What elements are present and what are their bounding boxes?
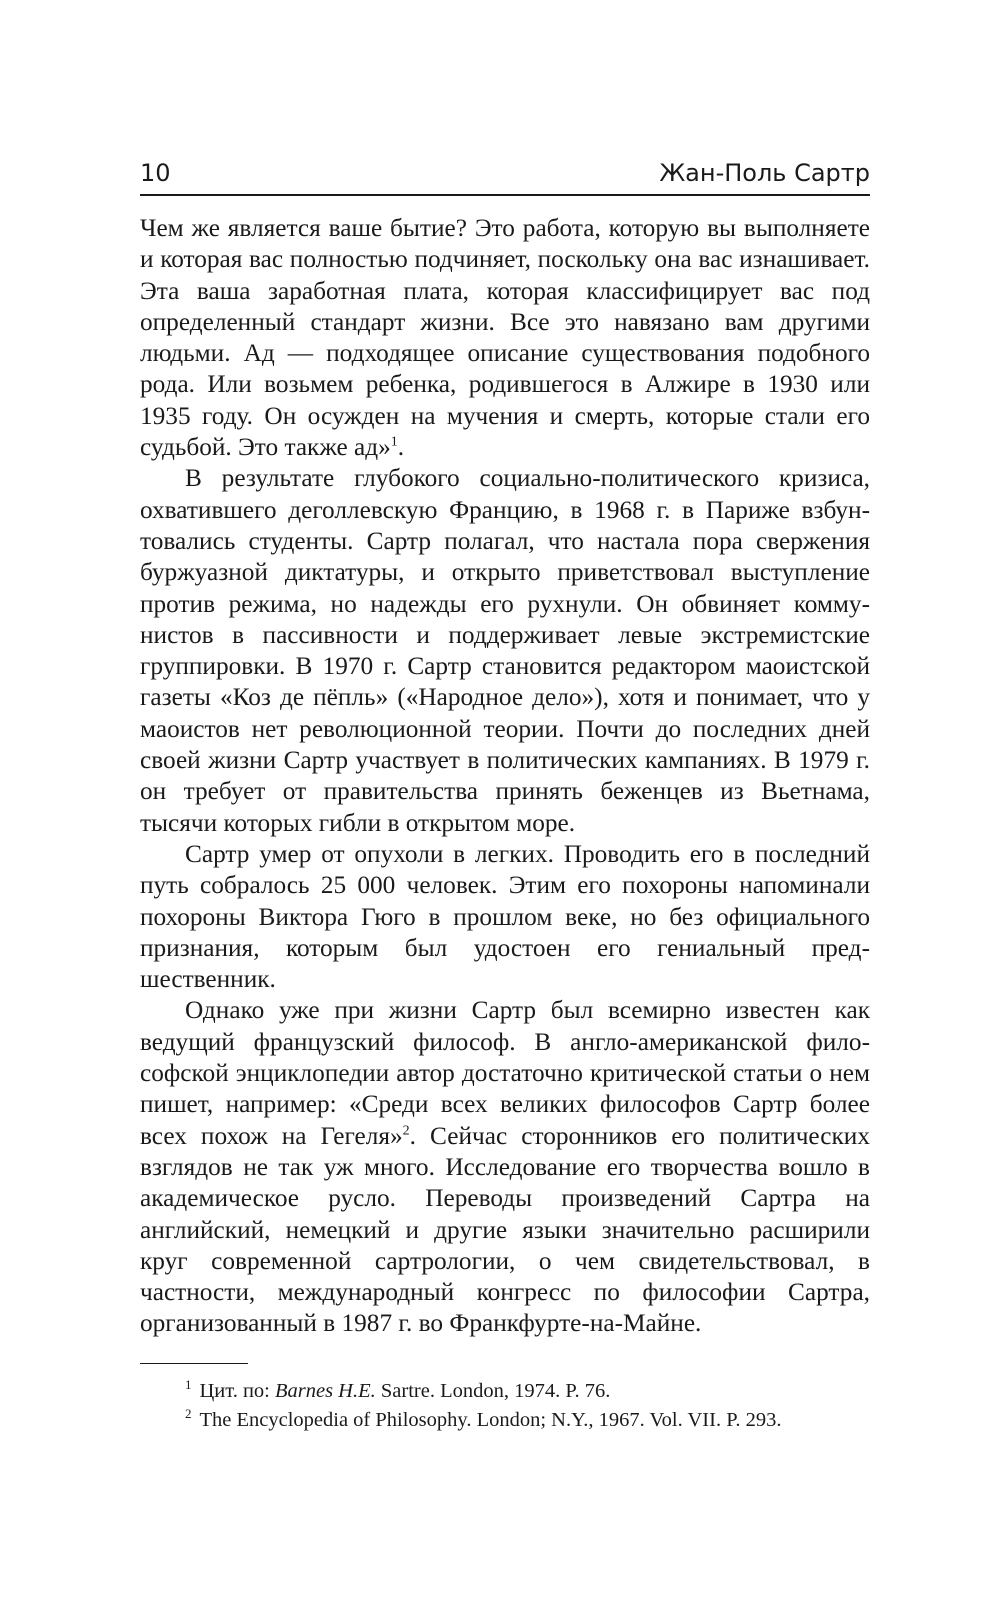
page-number: 10 [140, 159, 171, 187]
footnote-2: $^2$ The Encyclopedia of Philosophy. London; N.Y., 1967. Vol. VII. P. 293. [185, 1406, 782, 1431]
footnote-divider [140, 1363, 248, 1364]
running-head [140, 158, 870, 196]
footnote-1: $^1$ Цит. по: Barnes H.E. Sartre. London, 1974. P. 76. [185, 1377, 611, 1402]
footnote-author: Barnes H.E. [274, 1380, 376, 1402]
footnote-number: 1 [185, 1377, 192, 1393]
footnotes [185, 1377, 870, 1435]
book-page [140, 0, 870, 1616]
paragraph-2: В результате глубокого социально-политического кризиса, охватившего деголлевскую Францию, в 1968 г. в Париже взбунтовались студенты. Сартр полагал, что настала пора свержения буржуазной диктатуры, и открыто приветствовал выступление против режима, но надежды его рухнули. Он обвиняет коммунистов в пассивности и поддерживает левые экстремистские группировки. В 1970 г. Сартр становится редактором маоистской газеты «Коз де пёпль» («Народное дело»), хотя и понимает, что у маоистов нет революционной теории. Почти до последних дней своей жизни Сартр участвует в политических кампаниях. В 1979 г. он требует от правительства принять беженцев из Вьетнама, тысячи которых гибли в открытом море. [140, 464, 870, 837]
running-title: Жан-Поль Сартр [659, 159, 870, 187]
footnote-ref-2: 2 [402, 1123, 410, 1139]
paragraph-3: Сартр умер от опухоли в легких. Проводить его в последний путь собралось 25 000 человек. Этим его похороны напоминали похороны Виктора Гюго в прошлом веке, но без официального признания, которым был удостоен его гениальный предшественник. [140, 839, 870, 994]
footnote-number: 2 [185, 1406, 192, 1422]
paragraph-4: Однако уже при жизни Сартр был всемирно известен как ведущий французский философ. В англо-американской философской энциклопедии автор достаточно критической статьи о нем пишет, например: «Среди всех великих философов Сартр более всех похож на Гегеля»$^2$. Сейчас сторонников его политических взглядов не так уж много. Исследование его творчества вошло в академическое русло. Переводы произведений Сартра на английский, немецкий и другие языки значительно расширили круг современной сартрологии, о чем свидетельствовал, в частности, международный конгресс по философии Сартра, организованный в 1987 г. во Франкфурте-на-Майне. [140, 996, 870, 1338]
main-text [140, 213, 870, 1340]
footnote-ref-1: 1 [390, 434, 398, 450]
paragraph-1: Чем же является ваше бытие? Это работа, которую вы выполняете и которая вас полностью подчиняет, поскольку она вас изнашивает. Эта ваша заработная плата, которая классифицирует вас под определенный стандарт жизни. Все это навязано вам другими людьми. Ад — подходящее описание существования подобного рода. Или возьмем ребенка, родившегося в Алжире в 1930 или 1935 году. Он осужден на мучения и смерть, которые стали его судьбой. Это также ад»$^1$. [140, 214, 870, 462]
